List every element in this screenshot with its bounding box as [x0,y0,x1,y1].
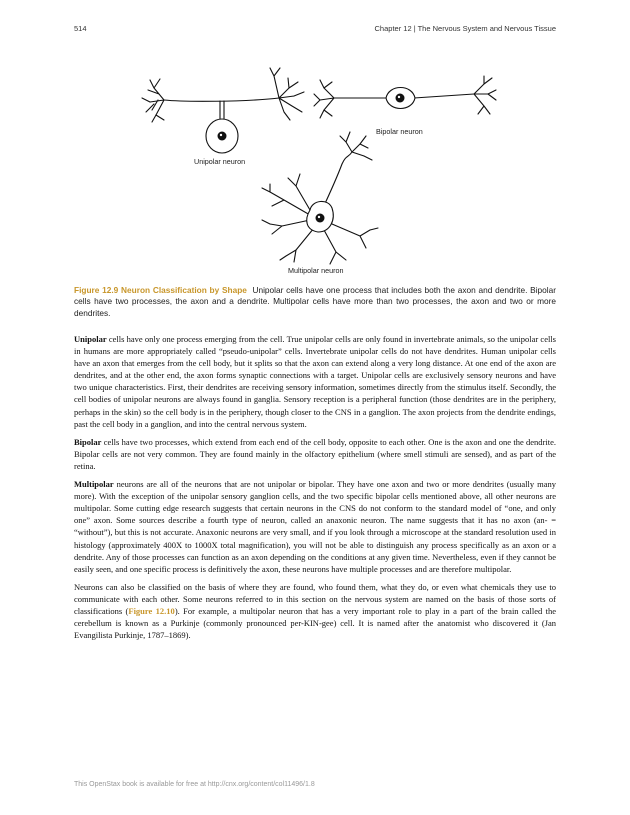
bipolar-label: Bipolar neuron [376,127,423,136]
figure-12-10-link[interactable]: Figure 12.10 [128,605,175,616]
multipolar-nucleus [316,214,325,223]
paragraph-classification [74,581,556,641]
paragraph-text: cells have only one process emerging from the cell. True unipolar cells are only found in invertebrate animals, so the unipolar cells in humans are more appropriately called “pseudo-unipolar” cells. Invertebrate unipolar cells do not have dendrites. Human unipolar cells have an axon that emerges from the cell body, but it splits so that the axon can extend along a very long distance. At one end of the axon are dendrites, and at the other end, the axon forms synaptic connections with a target. Unipolar cells are exclusively sensory neurons and have two unique characteristics. First, their dendrites are receiving sensory information, sometimes directly from the stimulus itself. Secondly, the cell bodies of unipolar neurons are always found in ganglia. Sensory reception is a peripheral function (those dendrites are in the periphery, perhaps in the skin) so the cell body is in the periphery, though closer to the CNS in a ganglion. The axon projects from the dendrite endings, past the cell body in a ganglion, and into the central nervous system. [74,334,556,429]
paragraph-text: cells have two processes, which extend from each end of the cell body, opposite to each other. One is the axon and one the dendrite. Bipolar cells are not very common. They are found mainly in the olfactory epithelium (where smell stimuli are sensed), and as part of the retina. [74,436,556,471]
paragraph-bipolar [74,436,556,472]
paragraph-multipolar [74,478,556,575]
page-footer: This OpenStax book is available for free at http://cnx.org/content/col11496/1.8 [74,781,315,788]
figure-caption-text: Unipolar cells have one process that includes both the axon and dendrite. Bipolar cells have two processes, the axon and a dendrite. Multipolar cells have more than two processes, the axon and two or more dendrites. [74,285,556,318]
body-text [74,333,556,647]
bipolar-nucleus [396,94,405,103]
paragraph-text: ). For example, a multipolar neuron that has a very important role to play in a part of the brain called the cerebellum is known as a Purkinje (commonly pronounced per-KIN-gee) cell. It is named after the anatomist who discovered it (Jan Evangilista Purkinje, 1787–1869). [74,605,556,641]
unipolar-neuron-drawing [142,68,304,122]
term-unipolar: Unipolar [74,334,107,344]
page-number: 514 [74,24,87,33]
paragraph-unipolar [74,333,556,430]
figure-caption-title: Figure 12.9 Neuron Classification by Shape [74,285,247,295]
chapter-title: Chapter 12 | The Nervous System and Nervous Tissue [374,24,556,33]
term-multipolar: Multipolar [74,479,114,490]
unipolar-label: Unipolar neuron [194,157,246,166]
paragraph-text: neurons are all of the neurons that are not unipolar or bipolar. They have one axon and two or more dendrites (usually many more). With the exception of the unipolar sensory ganglion cells, and the two specific bipolar cells mentioned above, all other neurons are multipolar. Some cutting edge research suggests that certain neurons in the CNS do not conform to the standard model of “one, and only one” axon. Some sources describe a fourth type of neuron, called an anaxonic neuron. The name suggests that it has no axon (an- = “without”), but this is not accurate. Anaxonic neurons are very small, and if you look through a microscope at the standard resolution used in histology (approximately 400X to 1000X total magnification), you will not be able to distinguish any process specifically as an axon or a dendrite. Any of those processes can function as an axon depending on the conditions at any given time. Nevertheless, even if they cannot be easily seen, and one specific process is definitively the axon, these neurons have multiple processes and are therefore multipolar. [74,479,556,574]
multipolar-label: Multipolar neuron [288,266,344,275]
unipolar-nucleus [218,132,227,141]
term-bipolar: Bipolar [74,436,102,447]
neuron-figure [74,60,556,280]
paragraph-text: Neurons can also be classified on the basis of where they are found, who found them, what they do, or even what chemicals they use to communicate with each other. Some neurons referred to in this section on the nervous system are named on the basis of those sorts of classifications ( [74,581,556,616]
multipolar-neuron-drawing [262,132,378,264]
neuron-diagram [74,60,556,280]
figure-caption [74,285,556,319]
